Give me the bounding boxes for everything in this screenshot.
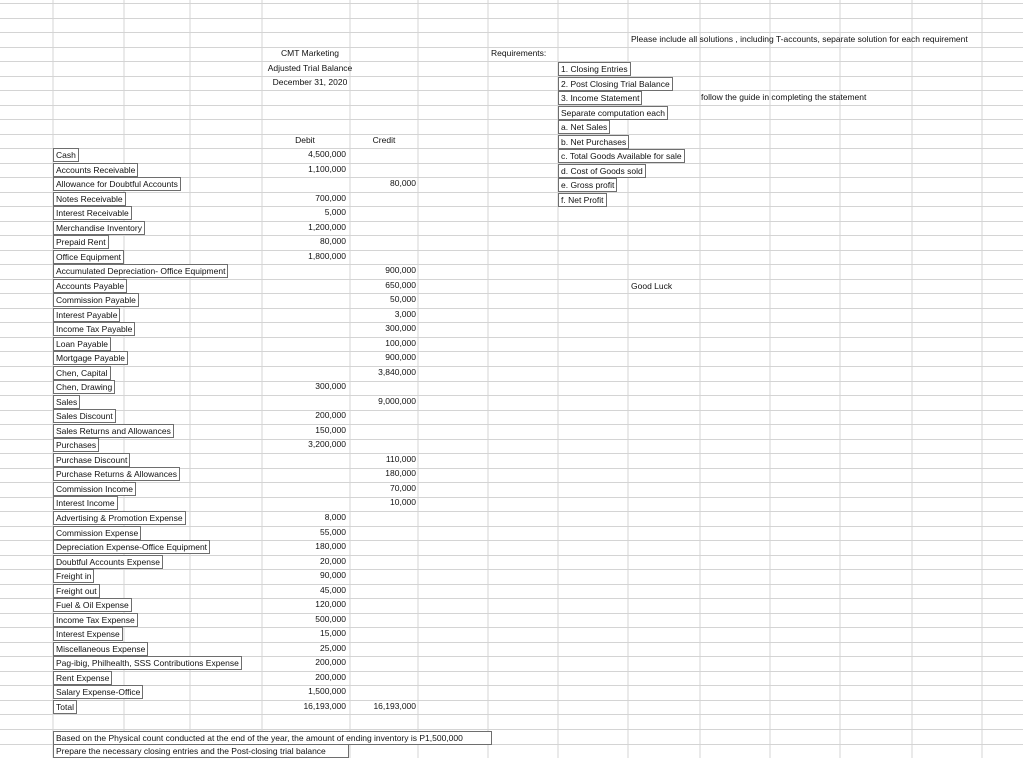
account-name: Prepaid Rent <box>53 235 109 249</box>
credit-amount <box>350 525 416 539</box>
debit-amount: 15,000 <box>320 628 346 638</box>
debit-amount: 300,000 <box>315 381 346 391</box>
debit-amount <box>262 481 346 495</box>
credit-amount <box>350 597 416 611</box>
account-name: Rent Expense <box>53 671 112 685</box>
account-name: Interest Income <box>53 496 118 510</box>
account-name: Doubtful Accounts Expense <box>53 555 163 569</box>
account-name: Purchases <box>53 438 99 452</box>
debit-amount: 20,000 <box>320 556 346 566</box>
account-name: Office Equipment <box>53 250 124 264</box>
debit-amount: 90,000 <box>320 570 346 580</box>
credit-amount <box>350 423 416 437</box>
closing-instruction-note: Prepare the necessary closing entries and the Post-closing trial balance <box>53 744 349 758</box>
account-name: Commission Payable <box>53 293 139 307</box>
credit-amount <box>350 249 416 263</box>
account-name: Sales <box>53 395 80 409</box>
debit-amount: 80,000 <box>320 236 346 246</box>
debit-amount: 45,000 <box>320 585 346 595</box>
debit-amount: 4,500,000 <box>308 149 346 159</box>
credit-amount <box>350 510 416 524</box>
credit-amount <box>350 205 416 219</box>
debit-amount: 500,000 <box>315 614 346 624</box>
account-name: Pag-ibig, Philhealth, SSS Contributions Expense <box>53 656 242 670</box>
requirements-title: Requirements: <box>491 48 547 58</box>
debit-header: Debit <box>295 135 315 145</box>
account-name: Interest Expense <box>53 627 123 641</box>
statement-date: December 31, 2020 <box>272 77 348 87</box>
credit-amount: 16,193,000 <box>373 701 416 711</box>
debit-amount <box>262 495 346 509</box>
credit-amount: 900,000 <box>385 265 416 275</box>
debit-amount <box>262 336 346 350</box>
account-name: Mortgage Payable <box>53 351 128 365</box>
account-name: Sales Returns and Allowances <box>53 424 174 438</box>
credit-amount: 100,000 <box>385 338 416 348</box>
requirement-item: 1. Closing Entries <box>558 62 631 76</box>
debit-amount <box>262 307 346 321</box>
account-name: Miscellaneous Expense <box>53 642 148 656</box>
debit-amount <box>262 292 346 306</box>
debit-amount: 180,000 <box>315 541 346 551</box>
account-name: Chen, Drawing <box>53 380 115 394</box>
debit-amount <box>262 452 346 466</box>
credit-amount <box>350 554 416 568</box>
credit-amount: 110,000 <box>385 454 416 464</box>
requirement-item: c. Total Goods Available for sale <box>558 149 685 163</box>
credit-amount <box>350 641 416 655</box>
account-name: Notes Receivable <box>53 192 126 206</box>
credit-amount <box>350 539 416 553</box>
account-name: Depreciation Expense-Office Equipment <box>53 540 210 554</box>
debit-amount: 25,000 <box>320 643 346 653</box>
credit-amount: 650,000 <box>385 280 416 290</box>
instructions-note: Please include all solutions , including T-accounts, separate solution for each requirement <box>631 34 968 44</box>
credit-amount <box>350 162 416 176</box>
debit-amount: 55,000 <box>320 527 346 537</box>
debit-amount: 5,000 <box>324 207 346 217</box>
credit-amount <box>350 612 416 626</box>
credit-amount: 80,000 <box>390 178 416 188</box>
debit-amount: 3,200,000 <box>308 439 346 449</box>
credit-amount: 180,000 <box>385 468 416 478</box>
requirement-item: e. Gross profit <box>558 178 617 192</box>
debit-amount: 16,193,000 <box>303 701 346 711</box>
debit-amount: 1,800,000 <box>308 251 346 261</box>
debit-amount: 150,000 <box>315 425 346 435</box>
credit-amount: 10,000 <box>390 497 416 507</box>
debit-amount: 8,000 <box>324 512 346 522</box>
account-name: Purchase Discount <box>53 453 130 467</box>
account-name: Accounts Payable <box>53 279 127 293</box>
account-name: Income Tax Expense <box>53 613 138 627</box>
requirement-item: 2. Post Closing Trial Balance <box>558 77 673 91</box>
debit-amount: 120,000 <box>315 599 346 609</box>
debit-amount: 1,200,000 <box>308 222 346 232</box>
requirement-item: b. Net Purchases <box>558 135 629 149</box>
credit-amount: 50,000 <box>390 294 416 304</box>
credit-header: Credit <box>372 135 396 145</box>
credit-amount <box>350 437 416 451</box>
credit-amount: 3,840,000 <box>378 367 416 377</box>
guide-note: follow the guide in completing the statement <box>701 92 867 102</box>
credit-amount <box>350 234 416 248</box>
account-name: Allowance for Doubtful Accounts <box>53 177 181 191</box>
debit-amount <box>262 263 346 277</box>
requirement-item: f. Net Profit <box>558 193 607 207</box>
account-name: Commission Income <box>53 482 136 496</box>
account-name: Income Tax Payable <box>53 322 135 336</box>
account-name: Cash <box>53 148 79 162</box>
account-name: Fuel & Oil Expense <box>53 598 132 612</box>
account-name: Freight in <box>53 569 94 583</box>
good-luck-note: Good Luck <box>631 281 673 291</box>
debit-amount <box>262 466 346 480</box>
account-name: Commission Expense <box>53 526 141 540</box>
account-name: Total <box>53 700 77 714</box>
debit-amount: 200,000 <box>315 410 346 420</box>
requirement-item: a. Net Sales <box>558 120 610 134</box>
credit-amount <box>350 670 416 684</box>
account-name: Salary Expense-Office <box>53 685 143 699</box>
credit-amount: 300,000 <box>385 323 416 333</box>
debit-amount: 200,000 <box>315 657 346 667</box>
debit-amount <box>262 365 346 379</box>
account-name: Purchase Returns & Allowances <box>53 467 180 481</box>
account-name: Merchandise Inventory <box>53 221 145 235</box>
credit-amount <box>350 147 416 161</box>
credit-amount <box>350 583 416 597</box>
credit-amount: 3,000 <box>394 309 416 319</box>
debit-amount <box>262 278 346 292</box>
company-name: CMT Marketing <box>281 48 339 58</box>
account-name: Accumulated Depreciation- Office Equipment <box>53 264 228 278</box>
account-name: Interest Receivable <box>53 206 132 220</box>
account-name: Accounts Receivable <box>53 163 138 177</box>
account-name: Loan Payable <box>53 337 111 351</box>
credit-amount <box>350 408 416 422</box>
account-name: Interest Payable <box>53 308 120 322</box>
credit-amount <box>350 684 416 698</box>
debit-amount <box>262 176 346 190</box>
debit-amount: 1,100,000 <box>308 164 346 174</box>
debit-amount <box>262 321 346 335</box>
credit-amount <box>350 220 416 234</box>
credit-amount <box>350 191 416 205</box>
credit-amount: 70,000 <box>390 483 416 493</box>
requirement-item: d. Cost of Goods sold <box>558 164 646 178</box>
statement-title: Adjusted Trial Balance <box>267 63 353 73</box>
credit-amount <box>350 568 416 582</box>
credit-amount <box>350 379 416 393</box>
account-name: Freight out <box>53 584 100 598</box>
debit-amount: 1,500,000 <box>308 686 346 696</box>
credit-amount <box>350 626 416 640</box>
credit-amount: 900,000 <box>385 352 416 362</box>
debit-amount: 200,000 <box>315 672 346 682</box>
account-name: Chen, Capital <box>53 366 111 380</box>
debit-amount <box>262 350 346 364</box>
credit-amount: 9,000,000 <box>378 396 416 406</box>
debit-amount: 700,000 <box>315 193 346 203</box>
requirement-item: Separate computation each <box>558 106 668 120</box>
account-name: Sales Discount <box>53 409 116 423</box>
requirement-item: 3. Income Statement <box>558 91 642 105</box>
credit-amount <box>350 655 416 669</box>
ending-inventory-note: Based on the Physical count conducted at the end of the year, the amount of ending inventory is P1,500,000 <box>53 731 492 745</box>
debit-amount <box>262 394 346 408</box>
account-name: Advertising & Promotion Expense <box>53 511 186 525</box>
